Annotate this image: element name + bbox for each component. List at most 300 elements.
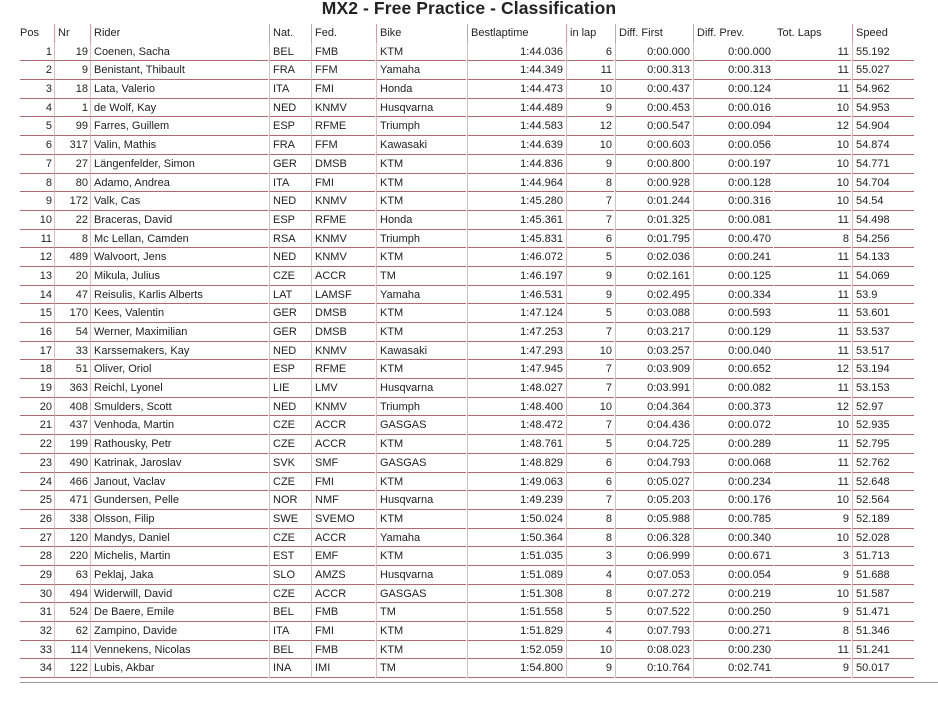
- table-row: [0, 473, 938, 492]
- cell-bestlaptime: 1:44.349: [467, 61, 565, 80]
- cell-nr: 22: [54, 211, 90, 230]
- cell-tot-laps: 11: [774, 435, 851, 454]
- cell-bike: KTM: [376, 435, 466, 454]
- cell-speed: 51.713: [852, 547, 914, 566]
- cell-nr: 199: [54, 435, 90, 454]
- cell-pos: 34: [20, 659, 54, 678]
- cell-bike: TM: [376, 267, 466, 286]
- table-row: [0, 136, 938, 155]
- cell-speed: 54.498: [852, 211, 914, 230]
- cell-rider: Lata, Valerio: [90, 80, 268, 99]
- cell-bike: KTM: [376, 43, 466, 62]
- cell-fed: LMV: [311, 379, 375, 398]
- cell-speed: 51.346: [852, 622, 914, 641]
- cell-nat: ESP: [269, 360, 311, 379]
- cell-bestlaptime: 1:46.531: [467, 286, 565, 305]
- cell-diff-prev: 0:00.373: [693, 398, 773, 417]
- cell-in-lap: 5: [566, 603, 614, 622]
- cell-bike: Triumph: [376, 230, 466, 249]
- table-row: [0, 99, 938, 118]
- cell-nat: RSA: [269, 230, 311, 249]
- cell-nr: 490: [54, 454, 90, 473]
- cell-diff-prev: 0:00.054: [693, 566, 773, 585]
- cell-tot-laps: 12: [774, 117, 851, 136]
- cell-bestlaptime: 1:54.800: [467, 659, 565, 678]
- cell-diff-first: 0:00.928: [615, 174, 692, 193]
- cell-pos: 25: [20, 491, 54, 510]
- cell-fed: FFM: [311, 61, 375, 80]
- cell-bestlaptime: 1:48.400: [467, 398, 565, 417]
- cell-diff-first: 0:04.436: [615, 416, 692, 435]
- cell-nr: 489: [54, 248, 90, 267]
- cell-bike: KTM: [376, 192, 466, 211]
- cell-diff-first: 0:07.272: [615, 585, 692, 604]
- cell-diff-first: 0:05.988: [615, 510, 692, 529]
- cell-fed: KNMV: [311, 398, 375, 417]
- cell-diff-prev: 0:00.271: [693, 622, 773, 641]
- cell-fed: ACCR: [311, 435, 375, 454]
- cell-fed: RFME: [311, 117, 375, 136]
- cell-in-lap: 11: [566, 61, 614, 80]
- cell-diff-prev: 0:00.125: [693, 267, 773, 286]
- cell-diff-first: 0:00.603: [615, 136, 692, 155]
- cell-fed: RFME: [311, 360, 375, 379]
- cell-bike: Yamaha: [376, 286, 466, 305]
- cell-speed: 54.54: [852, 192, 914, 211]
- cell-rider: Zampino, Davide: [90, 622, 268, 641]
- cell-bestlaptime: 1:47.253: [467, 323, 565, 342]
- cell-rider: Coenen, Sacha: [90, 43, 268, 62]
- cell-pos: 7: [20, 155, 54, 174]
- cell-nr: 120: [54, 529, 90, 548]
- cell-tot-laps: 11: [774, 267, 851, 286]
- cell-pos: 11: [20, 230, 54, 249]
- table-row: [0, 323, 938, 342]
- cell-nat: BEL: [269, 603, 311, 622]
- cell-in-lap: 5: [566, 248, 614, 267]
- cell-diff-first: 0:02.161: [615, 267, 692, 286]
- cell-nat: CZE: [269, 473, 311, 492]
- cell-nr: 19: [54, 43, 90, 62]
- cell-pos: 28: [20, 547, 54, 566]
- cell-nr: 317: [54, 136, 90, 155]
- cell-speed: 53.153: [852, 379, 914, 398]
- cell-in-lap: 10: [566, 641, 614, 660]
- cell-in-lap: 9: [566, 286, 614, 305]
- cell-nr: 114: [54, 641, 90, 660]
- cell-rider: Mandys, Daniel: [90, 529, 268, 548]
- cell-rider: Oliver, Oriol: [90, 360, 268, 379]
- cell-tot-laps: 11: [774, 61, 851, 80]
- cell-pos: 17: [20, 342, 54, 361]
- cell-nr: 437: [54, 416, 90, 435]
- cell-nat: ITA: [269, 174, 311, 193]
- cell-nat: EST: [269, 547, 311, 566]
- cell-tot-laps: 10: [774, 99, 851, 118]
- cell-pos: 1: [20, 43, 54, 62]
- cell-nr: 338: [54, 510, 90, 529]
- cell-nat: NED: [269, 192, 311, 211]
- table-row: [0, 360, 938, 379]
- cell-bike: KTM: [376, 547, 466, 566]
- cell-in-lap: 4: [566, 566, 614, 585]
- cell-rider: Reichl, Lyonel: [90, 379, 268, 398]
- table-row: [0, 342, 938, 361]
- cell-nr: 47: [54, 286, 90, 305]
- cell-bestlaptime: 1:45.361: [467, 211, 565, 230]
- cell-pos: 26: [20, 510, 54, 529]
- cell-fed: FMI: [311, 622, 375, 641]
- cell-rider: Kees, Valentin: [90, 304, 268, 323]
- cell-speed: 52.648: [852, 473, 914, 492]
- cell-in-lap: 5: [566, 304, 614, 323]
- cell-pos: 6: [20, 136, 54, 155]
- cell-nr: 18: [54, 80, 90, 99]
- cell-tot-laps: 11: [774, 211, 851, 230]
- cell-diff-first: 0:01.244: [615, 192, 692, 211]
- cell-diff-prev: 0:00.652: [693, 360, 773, 379]
- cell-diff-prev: 0:00.671: [693, 547, 773, 566]
- cell-tot-laps: 3: [774, 547, 851, 566]
- cell-nr: 172: [54, 192, 90, 211]
- cell-nat: NOR: [269, 491, 311, 510]
- cell-bike: TM: [376, 659, 466, 678]
- cell-rider: Katrinak, Jaroslav: [90, 454, 268, 473]
- cell-in-lap: 6: [566, 454, 614, 473]
- cell-speed: 55.027: [852, 61, 914, 80]
- table-row: [0, 230, 938, 249]
- cell-diff-first: 0:01.795: [615, 230, 692, 249]
- cell-bike: Triumph: [376, 398, 466, 417]
- cell-tot-laps: 11: [774, 342, 851, 361]
- cell-fed: ACCR: [311, 529, 375, 548]
- cell-speed: 51.688: [852, 566, 914, 585]
- cell-pos: 2: [20, 61, 54, 80]
- cell-speed: 54.771: [852, 155, 914, 174]
- cell-bike: Husqvarna: [376, 566, 466, 585]
- cell-diff-first: 0:10.764: [615, 659, 692, 678]
- cell-pos: 18: [20, 360, 54, 379]
- cell-diff-first: 0:06.999: [615, 547, 692, 566]
- cell-diff-prev: 0:00.241: [693, 248, 773, 267]
- cell-diff-first: 0:07.522: [615, 603, 692, 622]
- cell-nr: 524: [54, 603, 90, 622]
- cell-fed: FMI: [311, 80, 375, 99]
- cell-bestlaptime: 1:51.558: [467, 603, 565, 622]
- cell-pos: 13: [20, 267, 54, 286]
- cell-diff-prev: 0:00.082: [693, 379, 773, 398]
- cell-pos: 29: [20, 566, 54, 585]
- cell-bestlaptime: 1:51.308: [467, 585, 565, 604]
- cell-diff-prev: 0:00.785: [693, 510, 773, 529]
- cell-diff-first: 0:07.793: [615, 622, 692, 641]
- cell-bike: Honda: [376, 211, 466, 230]
- cell-speed: 54.953: [852, 99, 914, 118]
- cell-bestlaptime: 1:51.035: [467, 547, 565, 566]
- cell-pos: 19: [20, 379, 54, 398]
- cell-pos: 14: [20, 286, 54, 305]
- cell-nat: GER: [269, 323, 311, 342]
- cell-bike: Husqvarna: [376, 99, 466, 118]
- col-rider: Rider: [90, 24, 268, 43]
- cell-in-lap: 6: [566, 473, 614, 492]
- cell-tot-laps: 11: [774, 304, 851, 323]
- col-bike: Bike: [376, 24, 466, 43]
- cell-rider: Mc Lellan, Camden: [90, 230, 268, 249]
- cell-bestlaptime: 1:52.059: [467, 641, 565, 660]
- cell-pos: 27: [20, 529, 54, 548]
- cell-pos: 16: [20, 323, 54, 342]
- cell-diff-prev: 0:00.128: [693, 174, 773, 193]
- cell-bike: GASGAS: [376, 454, 466, 473]
- table-row: [0, 566, 938, 585]
- cell-tot-laps: 12: [774, 360, 851, 379]
- col-pos: Pos: [20, 27, 39, 39]
- cell-rider: Rathousky, Petr: [90, 435, 268, 454]
- cell-nat: CZE: [269, 267, 311, 286]
- cell-speed: 54.256: [852, 230, 914, 249]
- cell-rider: Widerwill, David: [90, 585, 268, 604]
- cell-tot-laps: 10: [774, 491, 851, 510]
- cell-rider: Olsson, Filip: [90, 510, 268, 529]
- cell-in-lap: 7: [566, 416, 614, 435]
- table-header: [0, 24, 938, 43]
- cell-tot-laps: 11: [774, 80, 851, 99]
- cell-rider: Karssemakers, Kay: [90, 342, 268, 361]
- cell-in-lap: 8: [566, 529, 614, 548]
- cell-nr: 363: [54, 379, 90, 398]
- table-row: [0, 286, 938, 305]
- cell-rider: Benistant, Thibault: [90, 61, 268, 80]
- cell-bike: KTM: [376, 360, 466, 379]
- cell-pos: 4: [20, 99, 54, 118]
- cell-pos: 33: [20, 641, 54, 660]
- cell-speed: 52.795: [852, 435, 914, 454]
- cell-nr: 62: [54, 622, 90, 641]
- cell-nr: 8: [54, 230, 90, 249]
- cell-diff-prev: 0:02.741: [693, 659, 773, 678]
- cell-diff-prev: 0:00.094: [693, 117, 773, 136]
- cell-bike: GASGAS: [376, 585, 466, 604]
- table-row: [0, 641, 938, 660]
- cell-diff-prev: 0:00.334: [693, 286, 773, 305]
- cell-speed: 52.189: [852, 510, 914, 529]
- table-row: [0, 267, 938, 286]
- cell-speed: 54.704: [852, 174, 914, 193]
- col-in-lap: in lap: [566, 24, 614, 43]
- col-diff-prev: Diff. Prev.: [693, 24, 773, 43]
- cell-nat: BEL: [269, 641, 311, 660]
- table-row: [0, 379, 938, 398]
- cell-diff-first: 0:07.053: [615, 566, 692, 585]
- cell-speed: 55.192: [852, 43, 914, 62]
- cell-diff-prev: 0:00.176: [693, 491, 773, 510]
- cell-in-lap: 7: [566, 491, 614, 510]
- cell-tot-laps: 11: [774, 454, 851, 473]
- table-row: [0, 416, 938, 435]
- cell-nat: NED: [269, 248, 311, 267]
- cell-diff-prev: 0:00.016: [693, 99, 773, 118]
- cell-in-lap: 10: [566, 80, 614, 99]
- cell-rider: de Wolf, Kay: [90, 99, 268, 118]
- cell-tot-laps: 9: [774, 603, 851, 622]
- cell-rider: Werner, Maximilian: [90, 323, 268, 342]
- cell-tot-laps: 10: [774, 192, 851, 211]
- cell-diff-prev: 0:00.072: [693, 416, 773, 435]
- cell-diff-first: 0:03.217: [615, 323, 692, 342]
- cell-pos: 9: [20, 192, 54, 211]
- cell-speed: 53.537: [852, 323, 914, 342]
- cell-diff-prev: 0:00.000: [693, 43, 773, 62]
- cell-nr: 51: [54, 360, 90, 379]
- cell-bestlaptime: 1:44.489: [467, 99, 565, 118]
- col-diff-first: Diff. First: [615, 24, 692, 43]
- cell-speed: 53.517: [852, 342, 914, 361]
- cell-diff-first: 0:01.325: [615, 211, 692, 230]
- cell-speed: 50.017: [852, 659, 914, 678]
- cell-rider: Reisulis, Karlis Alberts: [90, 286, 268, 305]
- cell-pos: 23: [20, 454, 54, 473]
- cell-tot-laps: 11: [774, 43, 851, 62]
- cell-in-lap: 10: [566, 398, 614, 417]
- cell-pos: 20: [20, 398, 54, 417]
- cell-bestlaptime: 1:48.472: [467, 416, 565, 435]
- table-row: [0, 659, 938, 678]
- cell-speed: 54.962: [852, 80, 914, 99]
- cell-in-lap: 10: [566, 342, 614, 361]
- cell-bike: KTM: [376, 473, 466, 492]
- cell-diff-first: 0:00.313: [615, 61, 692, 80]
- cell-bestlaptime: 1:44.639: [467, 136, 565, 155]
- cell-in-lap: 7: [566, 211, 614, 230]
- cell-bestlaptime: 1:50.364: [467, 529, 565, 548]
- cell-pos: 12: [20, 248, 54, 267]
- cell-in-lap: 9: [566, 99, 614, 118]
- cell-fed: LAMSF: [311, 286, 375, 305]
- cell-rider: Lubis, Akbar: [90, 659, 268, 678]
- cell-nr: 80: [54, 174, 90, 193]
- table-row: [0, 155, 938, 174]
- cell-pos: 24: [20, 473, 54, 492]
- cell-diff-first: 0:05.027: [615, 473, 692, 492]
- cell-bike: KTM: [376, 174, 466, 193]
- cell-tot-laps: 10: [774, 136, 851, 155]
- cell-fed: DMSB: [311, 304, 375, 323]
- cell-bestlaptime: 1:44.836: [467, 155, 565, 174]
- cell-nat: CZE: [269, 585, 311, 604]
- cell-bestlaptime: 1:45.280: [467, 192, 565, 211]
- table-row: [0, 211, 938, 230]
- cell-pos: 21: [20, 416, 54, 435]
- cell-rider: Michelis, Martin: [90, 547, 268, 566]
- cell-bike: GASGAS: [376, 416, 466, 435]
- cell-fed: DMSB: [311, 155, 375, 174]
- cell-nat: ESP: [269, 211, 311, 230]
- cell-fed: FMI: [311, 174, 375, 193]
- cell-nat: SWE: [269, 510, 311, 529]
- cell-fed: SVEMO: [311, 510, 375, 529]
- table-body: [0, 43, 938, 678]
- cell-bike: KTM: [376, 323, 466, 342]
- col-fed: Fed.: [311, 24, 375, 43]
- cell-diff-prev: 0:00.289: [693, 435, 773, 454]
- cell-bike: KTM: [376, 304, 466, 323]
- cell-tot-laps: 9: [774, 566, 851, 585]
- cell-bike: Husqvarna: [376, 379, 466, 398]
- cell-diff-prev: 0:00.219: [693, 585, 773, 604]
- cell-diff-first: 0:03.909: [615, 360, 692, 379]
- cell-bestlaptime: 1:45.831: [467, 230, 565, 249]
- cell-nr: 170: [54, 304, 90, 323]
- cell-diff-first: 0:04.793: [615, 454, 692, 473]
- cell-diff-prev: 0:00.129: [693, 323, 773, 342]
- cell-tot-laps: 8: [774, 230, 851, 249]
- cell-rider: Adamo, Andrea: [90, 174, 268, 193]
- cell-bike: KTM: [376, 155, 466, 174]
- cell-fed: NMF: [311, 491, 375, 510]
- cell-rider: Längenfelder, Simon: [90, 155, 268, 174]
- cell-bike: TM: [376, 603, 466, 622]
- cell-bestlaptime: 1:44.473: [467, 80, 565, 99]
- cell-bestlaptime: 1:49.063: [467, 473, 565, 492]
- cell-diff-first: 0:05.203: [615, 491, 692, 510]
- cell-diff-first: 0:08.023: [615, 641, 692, 660]
- cell-speed: 53.9: [852, 286, 914, 305]
- cell-diff-first: 0:00.437: [615, 80, 692, 99]
- cell-speed: 54.133: [852, 248, 914, 267]
- cell-fed: KNMV: [311, 99, 375, 118]
- cell-nat: SLO: [269, 566, 311, 585]
- cell-fed: RFME: [311, 211, 375, 230]
- cell-speed: 54.874: [852, 136, 914, 155]
- col-speed: Speed: [852, 24, 914, 43]
- cell-fed: AMZS: [311, 566, 375, 585]
- cell-nat: ITA: [269, 622, 311, 641]
- cell-tot-laps: 10: [774, 585, 851, 604]
- cell-diff-prev: 0:00.340: [693, 529, 773, 548]
- cell-bike: Kawasaki: [376, 136, 466, 155]
- cell-diff-first: 0:00.000: [615, 43, 692, 62]
- cell-diff-first: 0:00.547: [615, 117, 692, 136]
- cell-fed: KNMV: [311, 342, 375, 361]
- col-nat: Nat.: [269, 24, 311, 43]
- bottom-rule: [20, 682, 938, 683]
- cell-in-lap: 7: [566, 360, 614, 379]
- cell-nr: 220: [54, 547, 90, 566]
- cell-fed: EMF: [311, 547, 375, 566]
- cell-fed: FMB: [311, 603, 375, 622]
- cell-diff-prev: 0:00.313: [693, 61, 773, 80]
- cell-tot-laps: 10: [774, 416, 851, 435]
- cell-diff-prev: 0:00.081: [693, 211, 773, 230]
- cell-rider: Valk, Cas: [90, 192, 268, 211]
- cell-in-lap: 8: [566, 510, 614, 529]
- cell-rider: Farres, Guillem: [90, 117, 268, 136]
- cell-in-lap: 6: [566, 43, 614, 62]
- cell-nat: NED: [269, 342, 311, 361]
- cell-nat: LAT: [269, 286, 311, 305]
- cell-bestlaptime: 1:44.583: [467, 117, 565, 136]
- cell-fed: KNMV: [311, 192, 375, 211]
- cell-fed: FMB: [311, 43, 375, 62]
- cell-in-lap: 7: [566, 192, 614, 211]
- cell-bestlaptime: 1:47.945: [467, 360, 565, 379]
- cell-nat: CZE: [269, 529, 311, 548]
- cell-diff-prev: 0:00.230: [693, 641, 773, 660]
- cell-diff-prev: 0:00.250: [693, 603, 773, 622]
- cell-pos: 8: [20, 174, 54, 193]
- cell-nr: 494: [54, 585, 90, 604]
